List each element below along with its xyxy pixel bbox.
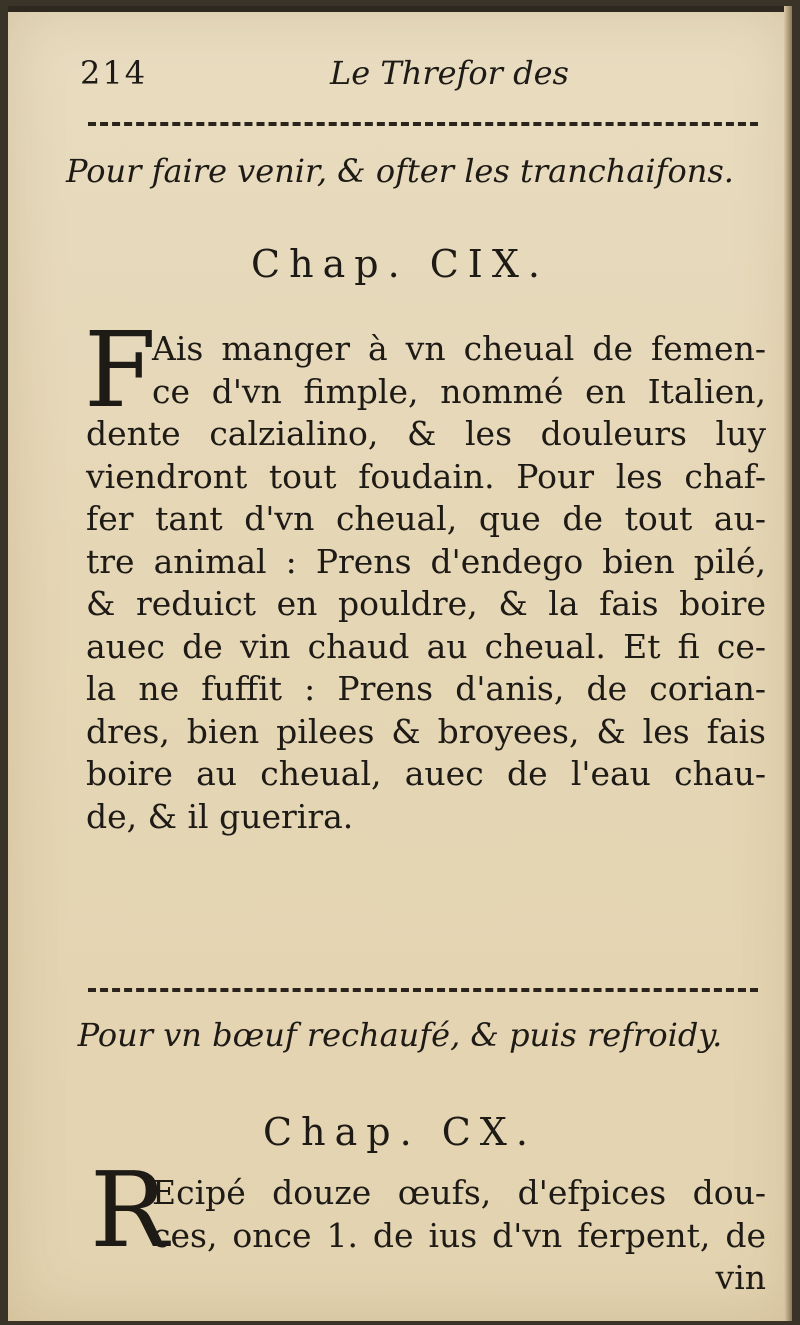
divider-rule <box>88 122 758 126</box>
chapter-label-1: Chap. CIX. <box>251 242 549 286</box>
text-line: de, & il guerira. <box>86 796 354 836</box>
catchword: vin <box>715 1258 766 1297</box>
running-head <box>8 54 792 104</box>
divider-rule <box>88 988 758 992</box>
chapter-label-2: Chap. CX. <box>263 1110 537 1154</box>
drop-cap-2: R <box>90 1149 169 1271</box>
chapter-text-2 <box>86 1172 766 1300</box>
text-line: auec de vin chaud au cheual. Et fi ce- <box>86 626 766 666</box>
text-line: Ais manger à vn cheual de femen- <box>152 329 766 368</box>
text-line: & reduict en pouldre, & la fais boire <box>86 584 766 623</box>
page-number: 214 <box>80 54 148 92</box>
text-line: viendront tout foudain. Pour les chaf- <box>86 456 766 496</box>
text-line: tre animal : Prens d'endego bien pilé, <box>86 541 766 581</box>
text-line: ces, once 1. de ius d'vn ferpent, de <box>152 1215 766 1255</box>
chapter-text-1 <box>86 328 766 838</box>
text-line: la ne fuffit : Prens d'anis, de corian- <box>86 669 766 708</box>
book-page <box>8 6 792 1321</box>
text-line: dres, bien pilees & broyees, & les fais <box>86 711 766 751</box>
text-line: ce d'vn fimple, nommé en Italien, <box>152 371 766 411</box>
text-line: boire au cheual, auec de l'eau chau- <box>86 754 766 793</box>
section-heading-2: Pour vn bœuf rechaufé, & puis refroidy. <box>77 1016 723 1054</box>
text-line: dente calzialino, & les douleurs luy <box>86 414 766 453</box>
text-line: fer tant d'vn cheual, que de tout au- <box>86 499 766 538</box>
page-top-edge <box>8 6 792 12</box>
drop-cap-1: F <box>84 309 157 431</box>
running-title: Le Threfor des <box>330 54 569 92</box>
section-heading-1: Pour faire venir, & ofter les tranchaifons. <box>66 152 734 190</box>
text-line: Ecipé douze œufs, d'efpices dou- <box>152 1173 766 1212</box>
